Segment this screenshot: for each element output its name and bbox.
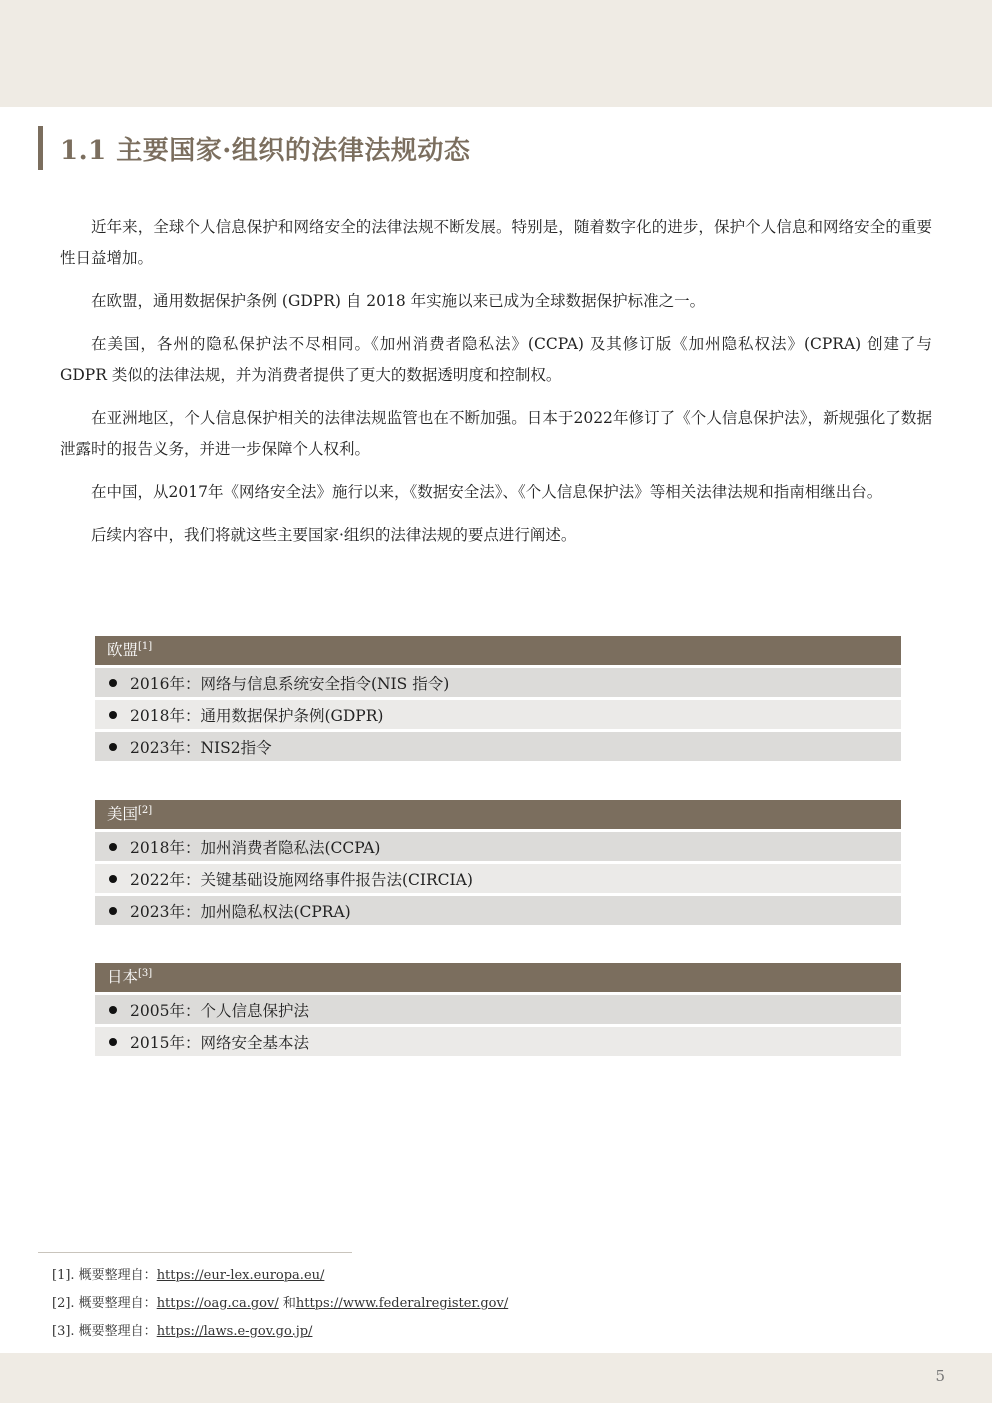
- section-eu: [95, 636, 901, 764]
- section-japan: [95, 963, 901, 1059]
- footnote-divider: [38, 1252, 352, 1253]
- section-header: [95, 636, 901, 665]
- section-header: [95, 963, 901, 992]
- list-item: [95, 896, 901, 925]
- footnote-ref: [3]: [138, 967, 153, 979]
- footnote-joiner: 和: [278, 1296, 296, 1311]
- bullet-icon: [109, 1006, 117, 1014]
- footnote-ref: [1]: [138, 640, 153, 652]
- bullet-icon: [109, 711, 117, 719]
- body-text: [60, 212, 932, 563]
- footnotes: [52, 1262, 508, 1346]
- page-title: 1.1 主要国家·组织的法律法规动态: [60, 135, 471, 166]
- paragraph: 后续内容中，我们将就这些主要国家·组织的法律法规的要点进行阐述。: [91, 526, 577, 544]
- bullet-icon: [109, 1038, 117, 1046]
- footnote-ref: [2]: [138, 804, 153, 816]
- footnote: [52, 1290, 508, 1318]
- paragraph: 近年来，全球个人信息保护和网络安全的法律法规不断发展。特别是，随着数字化的进步，保护个人信息和网络安全的重要性日益增加。: [60, 218, 932, 267]
- section-header-label: 美国: [107, 805, 139, 823]
- list-item: [95, 864, 901, 893]
- footnote-link[interactable]: https://www.federalregister.gov/: [295, 1296, 509, 1311]
- footnote: [52, 1262, 508, 1290]
- list-item-text: 2016年：网络与信息系统安全指令(NIS 指令): [130, 674, 450, 693]
- list-item-text: 2015年：网络安全基本法: [130, 1033, 309, 1052]
- list-item: [95, 995, 901, 1024]
- list-item-text: 2018年：通用数据保护条例(GDPR): [130, 706, 384, 725]
- list-item: [95, 700, 901, 729]
- section-heading: [38, 126, 470, 170]
- bullet-icon: [109, 743, 117, 751]
- section-header-label: 日本: [107, 968, 139, 986]
- footnote-link[interactable]: https://eur-lex.europa.eu/: [156, 1268, 325, 1283]
- list-item: [95, 1027, 901, 1056]
- list-item: [95, 832, 901, 861]
- list-item-text: 2005年：个人信息保护法: [130, 1001, 309, 1020]
- footer-band: [0, 1353, 992, 1403]
- footnote-label: [2]. 概要整理自：: [52, 1296, 157, 1311]
- footnote-label: [1]. 概要整理自：: [52, 1268, 157, 1283]
- section-us: [95, 800, 901, 928]
- bullet-icon: [109, 875, 117, 883]
- footnote: [52, 1318, 508, 1346]
- list-item-text: 2023年：加州隐私权法(CPRA): [130, 902, 351, 921]
- section-header-label: 欧盟: [107, 641, 139, 659]
- header-band: [0, 0, 992, 107]
- list-item-text: 2018年：加州消费者隐私法(CCPA): [130, 838, 381, 857]
- bullet-icon: [109, 679, 117, 687]
- footnote-label: [3]. 概要整理自：: [52, 1324, 157, 1339]
- section-header: [95, 800, 901, 829]
- paragraph: 在亚洲地区，个人信息保护相关的法律法规监管也在不断加强。日本于2022年修订了《个人信息保护法》，新规强化了数据泄露时的报告义务，并进一步保障个人权利。: [60, 409, 932, 458]
- list-item-text: 2023年：NIS2指令: [130, 738, 272, 757]
- list-item: [95, 668, 901, 697]
- page-number: 5: [935, 1367, 945, 1385]
- heading-accent-bar: [38, 126, 43, 170]
- paragraph: 在中国，从2017年《网络安全法》施行以来，《数据安全法》、《个人信息保护法》等相关法律法规和指南相继出台。: [91, 483, 883, 501]
- bullet-icon: [109, 907, 117, 915]
- footnote-link[interactable]: https://oag.ca.gov/: [156, 1296, 279, 1311]
- paragraph: 在美国，各州的隐私保护法不尽相同。《加州消费者隐私法》(CCPA) 及其修订版《加州隐私权法》(CPRA) 创建了与 GDPR 类似的法律法规，并为消费者提供了更大的数据透明度和控制权。: [60, 335, 932, 384]
- list-item-text: 2022年：关键基础设施网络事件报告法(CIRCIA): [130, 870, 473, 889]
- bullet-icon: [109, 843, 117, 851]
- paragraph: 在欧盟，通用数据保护条例 (GDPR) 自 2018 年实施以来已成为全球数据保护标准之一。: [91, 292, 706, 310]
- footnote-link[interactable]: https://laws.e-gov.go.jp/: [156, 1324, 313, 1339]
- list-item: [95, 732, 901, 761]
